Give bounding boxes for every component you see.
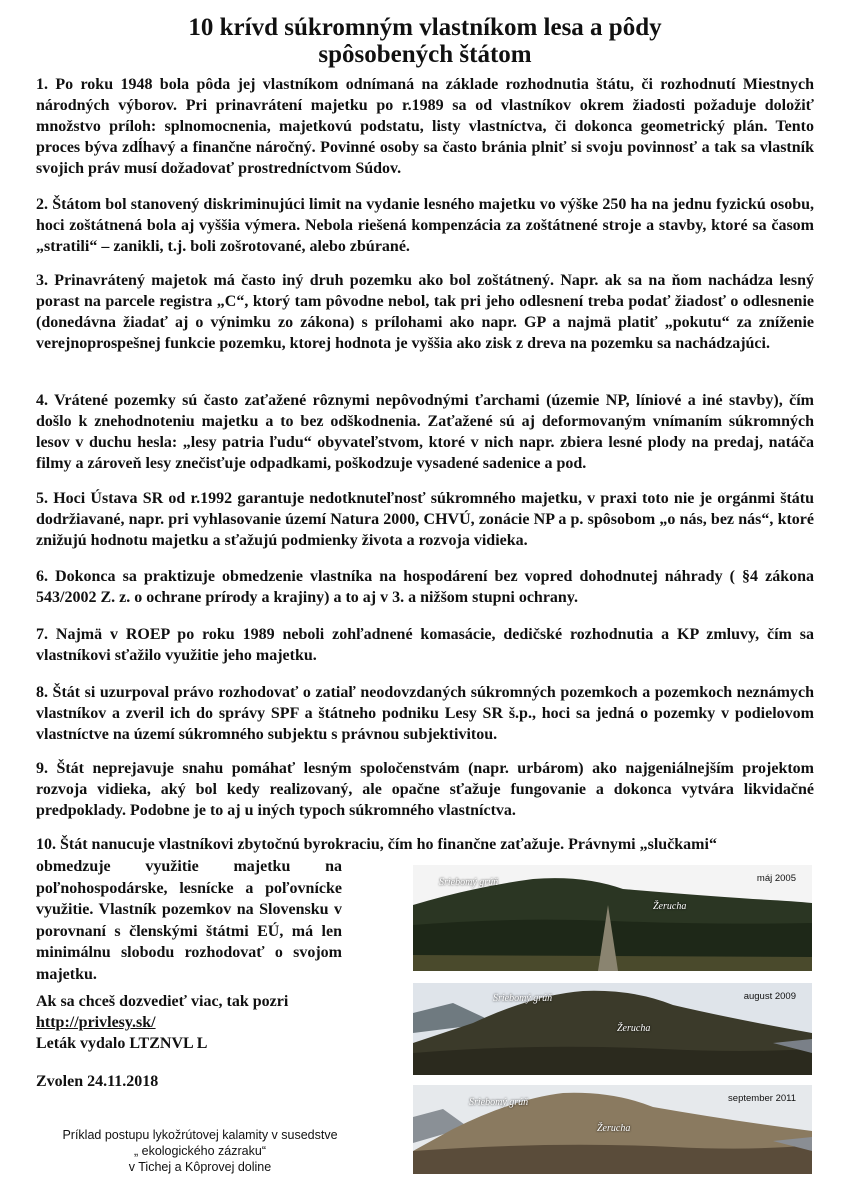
grievance-item-6: 6. Dokonca sa praktizuje obmedzenie vlastníka na hospodárení bez vopred dohodnutej náhrady ( §4 zákona 543/2002 Z. z. o ochrane prírody a krajiny) a to aj v 3. a nižšom stupni ochrany.	[36, 568, 814, 606]
grievance-item-10-head: 10. Štát nanucuje vlastníkovi zbytočnú byrokraciu, čím ho finančne zaťažuje. Právnymi „slučkami“	[36, 836, 717, 853]
photo-2009-peak-label: Sriebomý grúň	[493, 993, 553, 1004]
landscape-photo-2011	[413, 1085, 812, 1174]
title-line-1: 10 krívd súkromným vlastníkom lesa a pôdy	[188, 14, 662, 41]
publisher-text: Leták vydalo LTZNVL L	[36, 1035, 208, 1052]
landscape-photo-2005	[413, 865, 812, 971]
photo-2011-ridge-label: Žerucha	[597, 1123, 631, 1134]
website-link[interactable]: http://privlesy.sk/	[36, 1014, 156, 1031]
issue-date: Zvolen 24.11.2018	[36, 1073, 159, 1090]
grievance-item-9: 9. Štát neprejavuje snahu pomáhať lesným spoločenstvám (napr. urbárom) ako najgeniálnejším projektom rozvoja vidieka, aký bol kedy realizovaný, ale opačne sťažuje fungovanie a dokonca vytvára likvidačné predpoklady. Podobne je to aj u iných typoch súkromného vlastníctva.	[36, 760, 814, 819]
photo-2005-ridge-label: Žerucha	[653, 901, 687, 912]
title-line-2: spôsobených štátom	[318, 41, 532, 68]
grievance-item-1: 1. Po roku 1948 bola pôda jej vlastníkom odnímaná na základe rozhodnutia štátu, či rozhodnutí Miestnych národných výborov. Pri prinavrátení majetku po r.1989 sa od vlastníkov okrem žiadosti požaduje doložiť množstvo príloh: splnomocnenia, majetkovú podstatu, listy vlastníctva, či dokonca geometrický plán. Tento proces býva zdĺhavý a finančne náročný. Povinné osoby sa často bránia plniť si svoju povinnosť a tak sa vlastník svojich práv musí dožadovať prostredníctvom Súdov.	[36, 76, 814, 177]
grievance-item-7: 7. Najmä v ROEP po roku 1989 neboli zohľadnené komasácie, dedičské rozhodnutia a KP zmluvy, čím sa vlastníkovi sťažilo využitie jeho majetku.	[36, 626, 814, 664]
caption-line-2: „ ekologického zázraku“	[133, 1144, 266, 1158]
caption-line-3: v Tichej a Kôprovej doline	[128, 1160, 272, 1174]
photo-2011-peak-label: Sriebomý grúň	[469, 1097, 529, 1108]
photo-2005-date: máj 2005	[756, 873, 796, 884]
grievance-item-10-body: obmedzuje využitie majetku na poľnohospodárske, lesnícke a poľovnícke využitie. Vlastník pozemkov na Slovensku v porovnaní s členskými štátmi EÚ, má len minimálnu slobodu rozhodovať o svojom majetku.	[36, 858, 342, 983]
document-title	[0, 14, 850, 68]
photo-2011-date: september 2011	[728, 1093, 796, 1104]
caption-line-1: Príklad postupu lykožrútovej kalamity v susedstve	[62, 1128, 338, 1142]
grievance-item-4: 4. Vrátené pozemky sú často zaťažené rôznymi nepôvodnými ťarchami (územie NP, líniové a iné stavby), čím došlo k znehodnoteniu majetku a to bez odškodnenia. Zaťažené sú aj deformovaným vnímaním súkromných lesov v duchu hesla: „lesy patria ľudu“ obyvateľstvom, ktoré v nich napr. zbiera lesné plody na predaj, natáča filmy a zároveň lesy znečisťuje odpadkami, poškodzuje vysadené sadenice a pod.	[36, 392, 814, 472]
more-info-block	[36, 991, 356, 1054]
photo-2009-ridge-label: Žerucha	[617, 1023, 651, 1034]
grievance-item-8: 8. Štát si uzurpoval právo rozhodovať o zatiaľ neodovzdaných súkromných pozemkoch a pozemkoch neznámych vlastníkov a zveril ich do správy SPF a štátneho podniku Lesy SR š.p., hoci sa jedná o pozemky v podielovom vlastníctve na území súkromného subjektu s právnou subjektivitou.	[36, 684, 814, 743]
grievance-item-5: 5. Hoci Ústava SR od r.1992 garantuje nedotknuteľnosť súkromného majetku, v praxi toto nie je orgánmi štátu dodržiavané, napr. pri vyhlasovanie území Natura 2000, CHVÚ, zonácie NP a p. spôsobom „o nás, bez nás“, ktoré znižujú hodnotu majetku a sťažujú podmienky života a rozvoja vidieka.	[36, 490, 814, 549]
more-info-text: Ak sa chceš dozvedieť viac, tak pozri	[36, 993, 289, 1010]
grievance-item-2: 2. Štátom bol stanovený diskriminujúci limit na vydanie lesného majetku vo výške 250 ha na jednu fyzickú osobu, hoci zoštátnená bola aj vyššia výmera. Nebola riešená kompenzácia za zoštátnené stroje a stavby, ktoré sa časom „stratili“ – zanikli, t.j. boli zošrotované, alebo zbúrané.	[36, 196, 814, 255]
grievance-item-3: 3. Prinavrátený majetok má často iný druh pozemku ako bol zoštátnený. Napr. ak sa na ňom nachádza lesný porast na parcele registra „C“, ktorý tam pôvodne nebol, tak pri jeho odlesnení treba podať žiadosť o odlesnenie (donedávna žiadať aj o výnimku zo zákona) s prílohami ako napr. GP a najmä platiť „pokutu“ za zníženie verejnoprospešnej funkcie pozemku, ktorej hodnota je vyššia ako zisk z dreva na pozemku sa nachádzajúci.	[36, 272, 814, 352]
photo-2005-peak-label: Sriebomý grúň	[439, 877, 499, 888]
photo-caption	[20, 1127, 380, 1175]
photo-2009-date: august 2009	[743, 991, 796, 1002]
landscape-photo-2009	[413, 983, 812, 1075]
